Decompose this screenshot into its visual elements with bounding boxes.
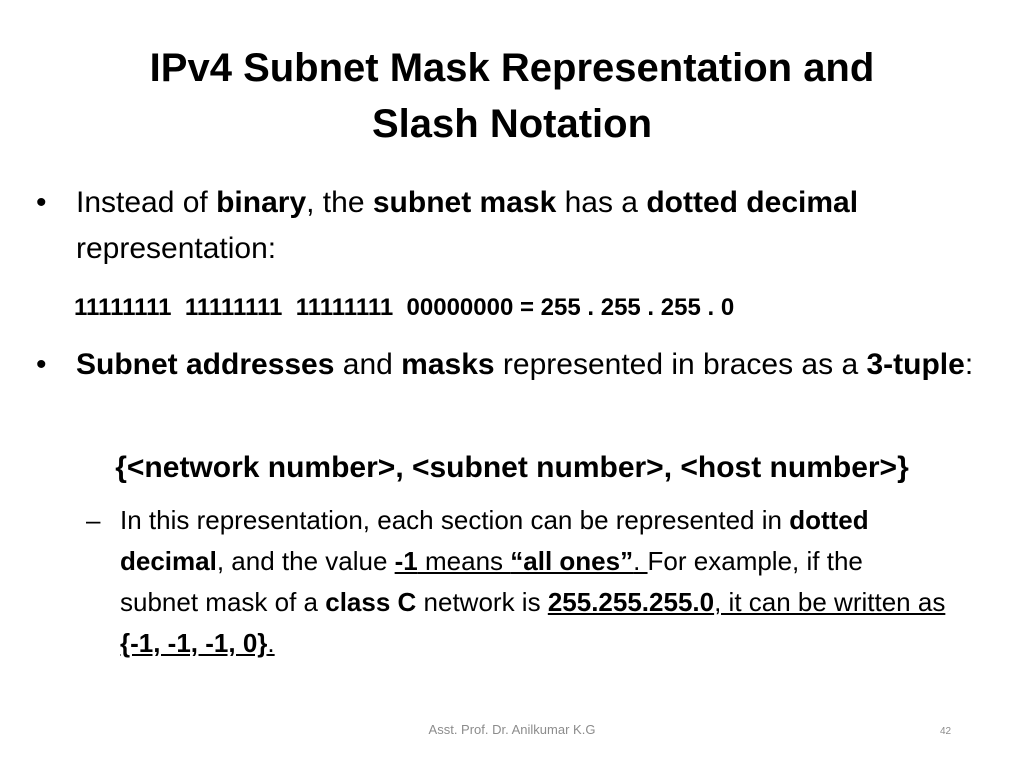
sub-bold-minus-one: -1 [394,546,418,576]
sub-bold-all-ones: “all ones” [510,546,634,576]
title-line-1: IPv4 Subnet Mask Representation and [149,46,875,90]
sub-bullet-text [120,500,946,664]
bullet-1-part4: representation: [76,232,277,265]
sub-bold-dotted-decimal: dotted decimal [120,505,869,576]
bullet-1-part3: has a [556,186,647,219]
bullet-item-1 [36,180,1006,272]
bullet-1-text [76,180,1006,272]
slide-title [60,40,964,152]
sub-bold-tuple-example: {-1, -1, -1, 0} [120,628,268,658]
bullet-2-bold-3-tuple: 3-tuple [866,348,965,381]
bullet-2-part1: and [334,348,402,381]
page-number: 42 [940,726,952,737]
title-line-2: Slash Notation [371,102,653,146]
dash-icon: – [86,505,101,535]
sub-part6: network is [416,587,548,617]
sub-underlined-all-ones [395,546,648,576]
bullet-item-2 [36,342,1006,388]
sub-part5: For example, if the subnet mask of a [120,546,863,617]
bullet-icon: • [36,348,47,381]
sub-bullet-item [86,500,946,664]
sub-bold-mask-value: 255.255.255.0 [547,587,715,617]
bullet-icon: • [36,186,47,219]
bullet-2-bold-masks: masks [401,348,495,381]
bullet-2-part2: represented in braces as a [494,348,867,381]
sub-part7: , it can be written as [714,587,946,617]
binary-mask-line: 11111111 11111111 11111111 00000000 = 255 . 255 . 255 . 0 [74,294,735,321]
sub-part8: . [267,628,275,658]
footer-author: Asst. Prof. Dr. Anilkumar K.G [428,722,596,737]
bullet-2-part3: : [964,348,974,381]
bullet-1-bold-binary: binary [216,186,307,219]
bullet-1-part2: , the [306,186,373,219]
bullet-1-bold-subnet-mask: subnet mask [372,186,557,219]
bullet-1-part1: Instead of [76,186,217,219]
sub-bold-class-c: class C [325,587,417,617]
sub-part3: means [417,546,511,576]
bullet-1-bold-dotted-decimal: dotted decimal [646,186,859,219]
bullet-2-text [76,342,1006,388]
sub-part2: , and the value [216,546,395,576]
bullet-2-bold-subnet-addresses: Subnet addresses [76,348,335,381]
sub-part1: In this representation, each section can be represented in [120,505,790,535]
sub-part4: . [633,546,648,576]
tuple-line: {<network number>, <subnet number>, <host number>} [115,451,909,484]
